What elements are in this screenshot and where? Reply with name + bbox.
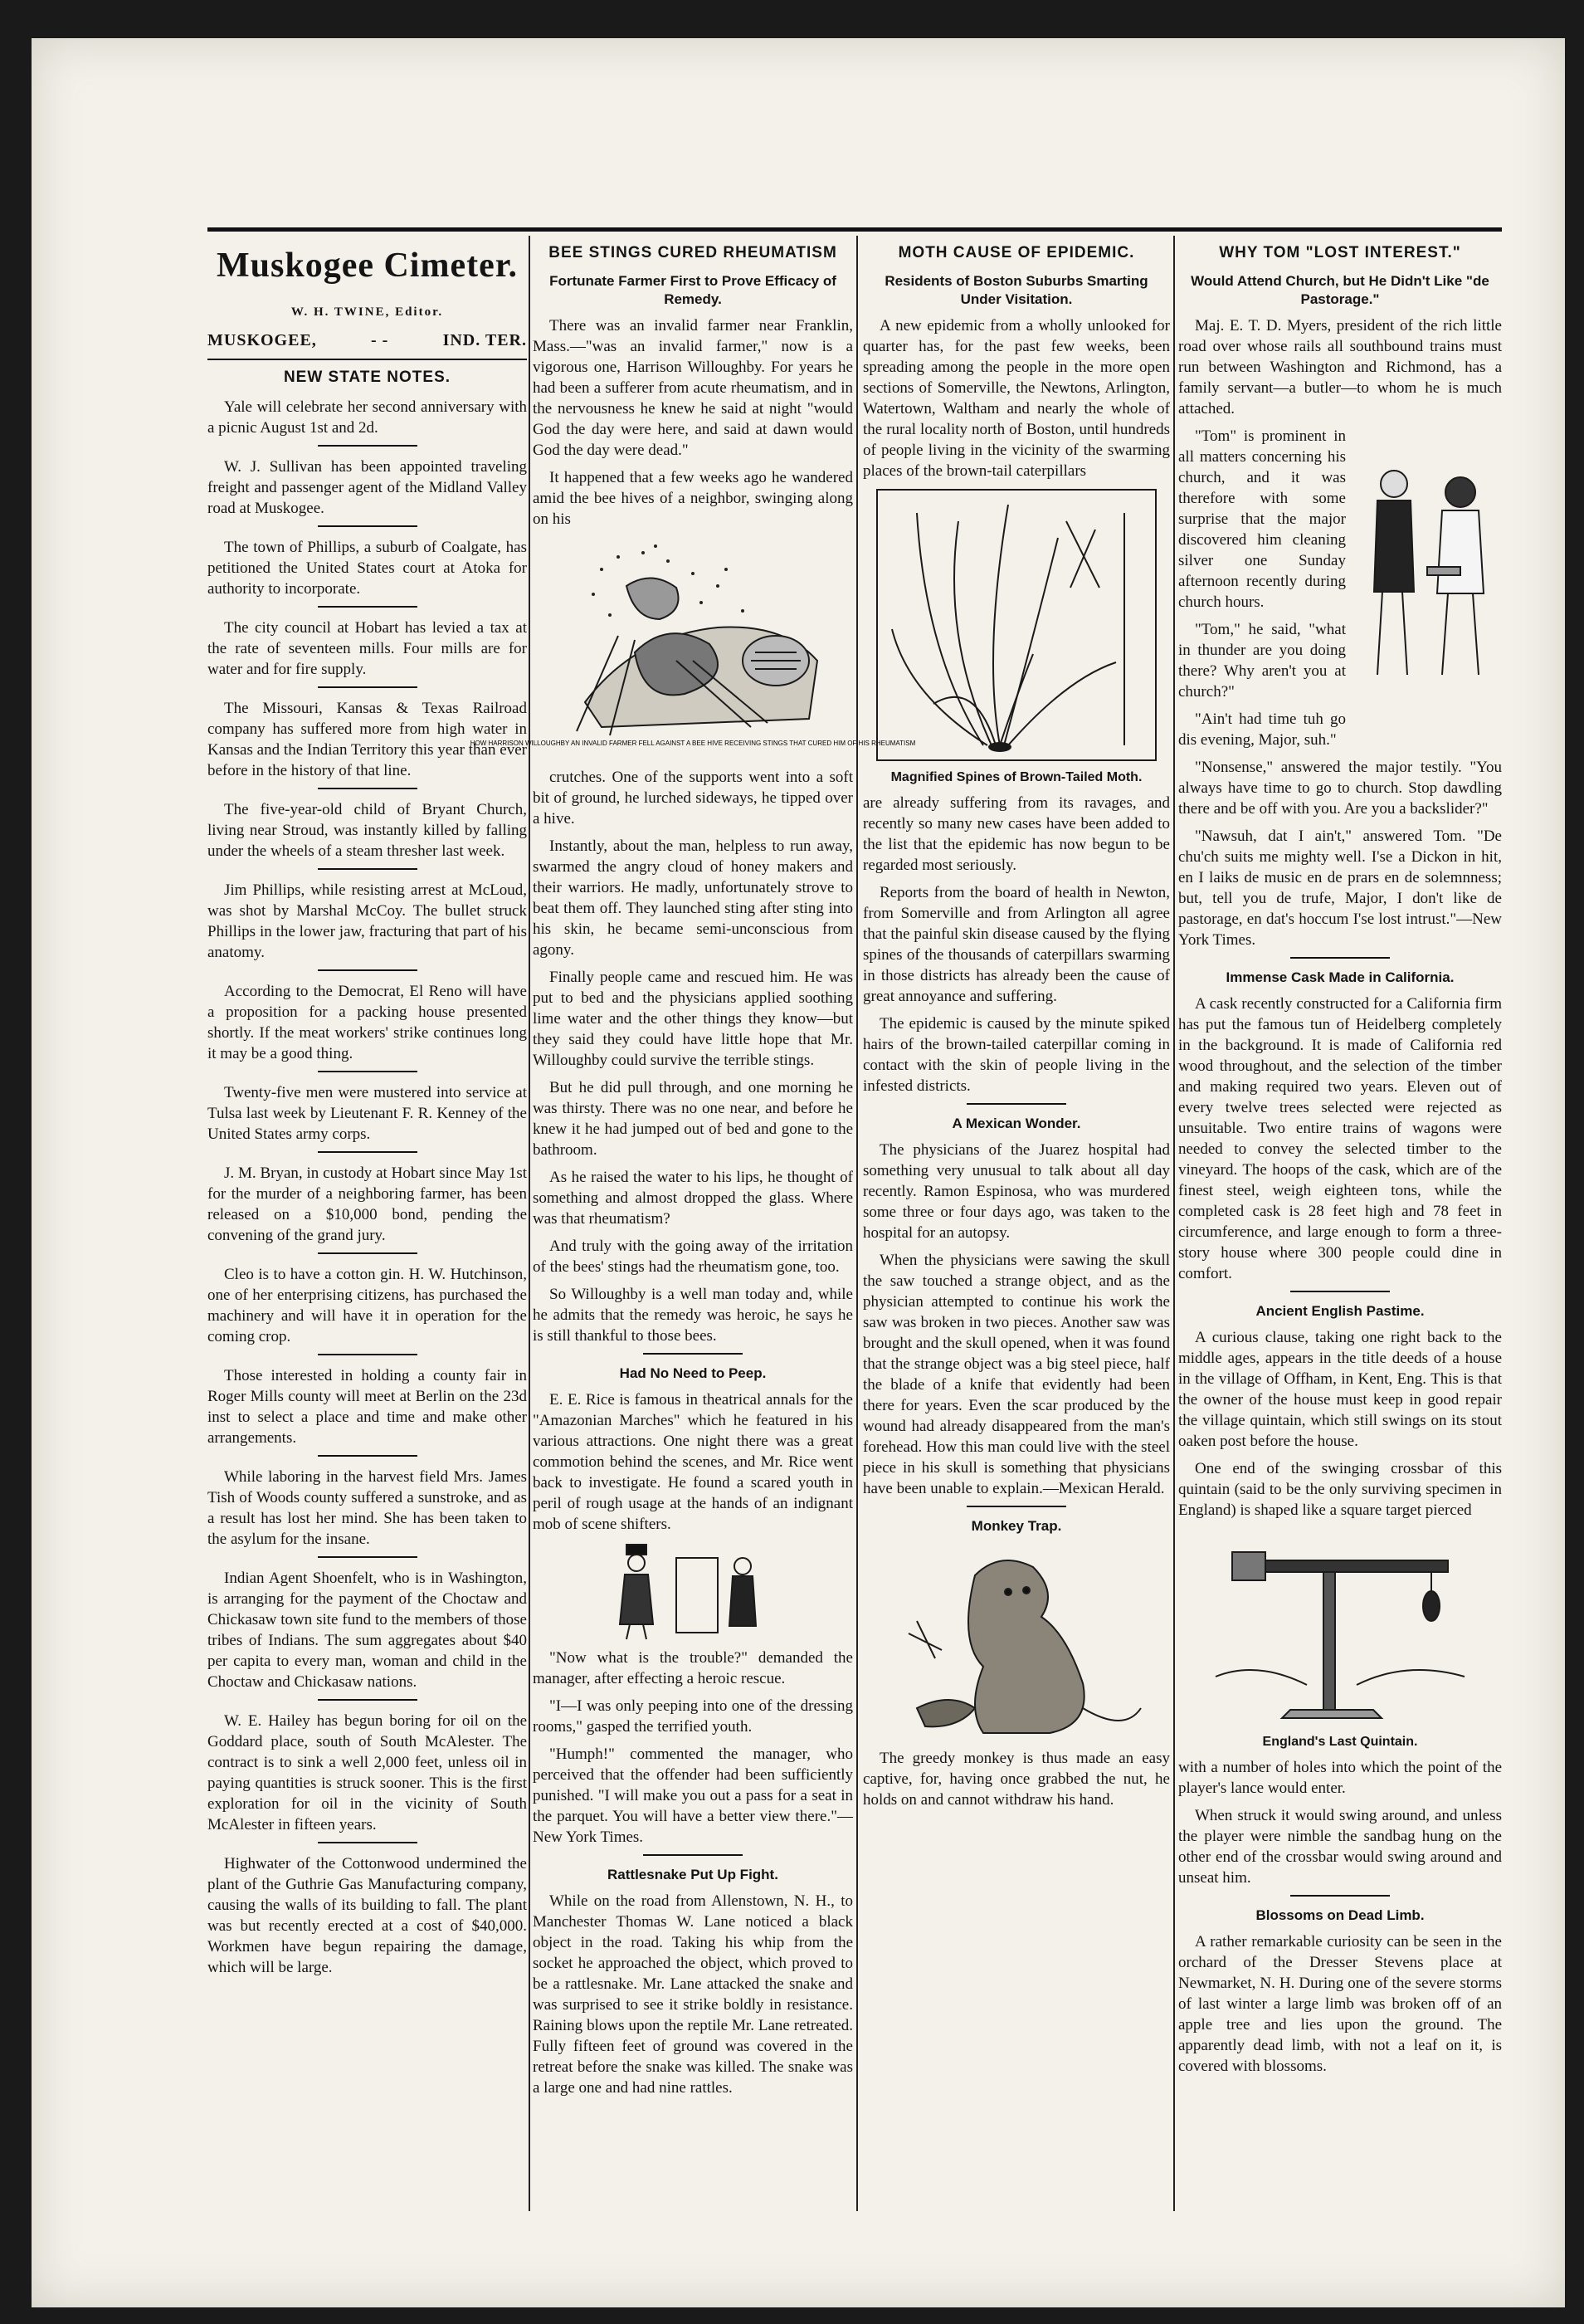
column-heading: WHY TOM "LOST INTEREST." bbox=[1219, 244, 1461, 261]
paragraph: "Nonsense," answered the major testily. "You always have time to go to church. Stop dawdling there and be off with you. Are you a backslider?" bbox=[1178, 759, 1502, 818]
masthead-place-left: MUSKOGEE, bbox=[207, 331, 317, 349]
separator bbox=[318, 1354, 417, 1355]
paragraph: A new epidemic from a wholly unlooked for quarter has, for the past few weeks, been spreading among the people in the more open sections of Somerville, the Newtons, Arlington, Watertown, Waltham and nearly the whole of the rural locality north of Boston, until hundreds of people living in the vicinity of the swarming places of the brown-tail caterpillars bbox=[863, 317, 1170, 480]
separator bbox=[318, 868, 417, 870]
separator bbox=[318, 1252, 417, 1254]
masthead-editor: W. H. TWINE, Editor. bbox=[290, 305, 444, 319]
paragraph: When the physicians were sawing the skull the saw touched a strange object, and as the physician attempted to continue his work the saw was broken in two pieces. Another saw was brought and the skull opened, when it was found that the strange object was a big steel piece, half the blade of a knife that evidently had been there for years. Even the scar produced by the wound had already disappeared from the man's forehead. How this man could live with the steel piece in his skull is something that physicians have been unable to explain.—Mexican Herald. bbox=[863, 1252, 1170, 1497]
paragraph: are already suffering from its ravages, and recently so many new cases have been added to the list that the epidemic has now begun to be regarded most seriously. bbox=[863, 794, 1170, 874]
separator bbox=[318, 445, 417, 447]
paragraph: It happened that a few weeks ago he wandered amid the bee hives of a neighbor, swinging along on his bbox=[533, 469, 853, 528]
separator bbox=[643, 1854, 743, 1856]
separator bbox=[318, 1455, 417, 1457]
separator bbox=[318, 606, 417, 608]
paragraph: And truly with the going away of the irritation of the bees' stings had the rheumatism gone, too. bbox=[533, 1238, 853, 1276]
news-item: Yale will celebrate her second anniversary with a picnic August 1st and 2d. bbox=[207, 398, 527, 437]
subheading: Immense Cask Made in California. bbox=[1226, 969, 1455, 985]
top-rule bbox=[207, 227, 1502, 232]
paragraph: "Tom," he said, "what in thunder are you doing there? Why aren't you at church?" bbox=[1178, 621, 1346, 701]
monkey-trap-illustration bbox=[884, 1542, 1149, 1741]
paragraph: There was an invalid farmer near Franklin, Mass.—"was an invalid farmer," now is a vigorous one, Harrison Willoughby. For years he had been a sufferer from acute rheumatism, and in the nervousness he knew he said at night "would God the day were here, and said at dawn would God the day were dead." bbox=[533, 317, 853, 459]
paragraph: As he raised the water to his lips, he thought of something and almost dropped the glass. Where was that rheumatism? bbox=[533, 1169, 853, 1228]
subheading: Ancient English Pastime. bbox=[1255, 1303, 1425, 1319]
paragraph: with a number of holes into which the point of the player's lance would enter. bbox=[1178, 1759, 1502, 1797]
news-item: The town of Phillips, a suburb of Coalgate, has petitioned the United States court at Atoka for authority to incorporate. bbox=[207, 539, 527, 598]
news-item: The Missouri, Kansas & Texas Railroad company has suffered more from high water in Kansas and the Indian Territory this year than ever before in the history of that line. bbox=[207, 700, 527, 779]
paragraph: Instantly, about the man, helpless to run away, swarmed the angry cloud of honey makers and their warriors. He madly, unfortunately strove to beat them off. They launched sting after sting into his skin, he became semi-unconscious from agony. bbox=[533, 837, 853, 959]
masthead-place bbox=[207, 331, 527, 350]
separator bbox=[643, 1353, 743, 1355]
column-3 bbox=[863, 239, 1170, 1817]
paragraph: Maj. E. T. D. Myers, president of the rich little road over whose rails all southbound trains must run between Washington and Richmond, has a family servant—a butler—to whom he is much attached. bbox=[1178, 317, 1502, 417]
news-item: While laboring in the harvest field Mrs. James Tish of Woods county suffered a sunstroke, and as a result has lost her mind. She has been taken to the asylum for the insane. bbox=[207, 1468, 527, 1548]
subheading: Would Attend Church, but He Didn't Like "de Pastorage." bbox=[1191, 273, 1489, 307]
paragraph: A curious clause, taking one right back to the middle ages, appears in the title deeds of a house in the village of Offham, in Kent, Eng. This is that the owner of the house must keep in good repair the village quintain, which still swings on its stout oaken post before the house. bbox=[1178, 1329, 1502, 1450]
separator bbox=[967, 1103, 1066, 1105]
subheading: Monkey Trap. bbox=[971, 1518, 1062, 1534]
paragraph: So Willoughby is a well man today and, while he admits that the remedy was heroic, he says he is still thankful to those bees. bbox=[533, 1286, 853, 1345]
separator bbox=[318, 969, 417, 971]
subheading: Residents of Boston Suburbs Smarting Under Visitation. bbox=[885, 273, 1148, 307]
paragraph: "Tom" is prominent in all matters concerning his church, and it was therefore with some surprise that the major discovered him cleaning silver one Sunday afternoon recently during church hours. bbox=[1178, 427, 1346, 611]
column-rule bbox=[1173, 236, 1175, 2211]
news-item: Cleo is to have a cotton gin. H. W. Hutchinson, one of her enterprising citizens, has purchased the machinery and will have it in operation for the coming crop. bbox=[207, 1266, 527, 1345]
column-1 bbox=[207, 239, 527, 1985]
news-item: Jim Phillips, while resisting arrest at McLoud, was shot by Marshal McCoy. The bullet struck Phillips in the lower jaw, fracturing that part of his anatomy. bbox=[207, 881, 527, 961]
separator bbox=[318, 1071, 417, 1072]
paragraph: The epidemic is caused by the minute spiked hairs of the brown-tailed caterpillar coming in contact with the skin of people living in the infested districts. bbox=[863, 1015, 1170, 1095]
subheading: Fortunate Farmer First to Prove Efficacy of Remedy. bbox=[549, 273, 836, 307]
quintain-illustration bbox=[1207, 1527, 1473, 1726]
column-heading: NEW STATE NOTES. bbox=[283, 369, 451, 386]
news-item: W. J. Sullivan has been appointed traveling freight and passenger agent of the Midland Valley road at Muskogee. bbox=[207, 458, 527, 517]
subheading: Rattlesnake Put Up Fight. bbox=[607, 1867, 778, 1882]
paragraph: When struck it would swing around, and unless the player were nimble the sandbag hung on the other end of the crossbar would swing around and unseat him. bbox=[1178, 1807, 1502, 1887]
paragraph: The greedy monkey is thus made an easy captive, for, having once grabbed the nut, he holds on and cannot withdraw his hand. bbox=[863, 1750, 1170, 1809]
separator bbox=[318, 1151, 417, 1153]
masthead-title: Muskogee Cimeter. bbox=[216, 247, 519, 285]
news-item: Twenty-five men were mustered into service at Tulsa last week by Lieutenant F. R. Kenney of the United States army corps. bbox=[207, 1084, 527, 1143]
separator bbox=[318, 1842, 417, 1843]
masthead-place-right: IND. TER. bbox=[442, 331, 527, 349]
newspaper-page bbox=[207, 227, 1502, 2136]
separator bbox=[318, 1699, 417, 1701]
news-item: The city council at Hobart has levied a tax at the rate of seventeen mills. Four mills are for water and for fire supply. bbox=[207, 619, 527, 678]
paragraph: "Ain't had time tuh go dis evening, Major, suh." bbox=[1178, 710, 1346, 749]
separator bbox=[318, 686, 417, 688]
paragraph: The physicians of the Juarez hospital had something very unusual to talk about all day recently. Ramon Espinosa, who was murdered some three or four days ago, was taken to the hospital for an autopsy. bbox=[863, 1141, 1170, 1242]
separator bbox=[1290, 1291, 1390, 1292]
separator bbox=[1290, 957, 1390, 959]
news-item: W. E. Hailey has begun boring for oil on the Goddard place, south of South McAlester. The contract is to sink a well 2,000 feet, unless oil in paying quantities is struck sooner. This is the first exploration for oil in the vicinity of South McAlester in fifteen years. bbox=[207, 1712, 527, 1833]
column-rule bbox=[529, 236, 530, 2211]
separator bbox=[967, 1506, 1066, 1507]
masthead-rule bbox=[207, 359, 527, 360]
column-heading: BEE STINGS CURED RHEUMATISM bbox=[548, 244, 837, 261]
paragraph: "I—I was only peeping into one of the dressing rooms," gasped the terrified youth. bbox=[533, 1697, 853, 1736]
news-item: Indian Agent Shoenfelt, who is in Washington, is arranging for the payment of the Choctaw and Chickasaw town site fund to the members of those tribes of Indians. The sum aggregates about $40 per capita to every man, woman and child in the Choctaw and Chickasaw nations. bbox=[207, 1570, 527, 1691]
separator bbox=[318, 525, 417, 527]
news-items bbox=[207, 397, 527, 1978]
subheading: Blossoms on Dead Limb. bbox=[1255, 1907, 1425, 1923]
paragraph: A rather remarkable curiosity can be seen in the orchard of the Dresser Stevens place at Newmarket, N. H. During one of the severe storms of last winter a large limb was broken off of an apple tree and lies upon the ground. The apparently dead limb, with not a leaf on it, is covered with blossoms. bbox=[1178, 1933, 1502, 2075]
butler-illustration bbox=[1352, 426, 1502, 700]
bee-hive-illustration bbox=[470, 536, 916, 760]
news-item: Highwater of the Cottonwood undermined the plant of the Guthrie Gas Manufacturing company, causing the walls of its building to fall. The plant was but recently erected at a cost of $40,000. Workmen have begun repairing the damage, which will be large. bbox=[207, 1855, 527, 1976]
separator bbox=[318, 1556, 417, 1558]
paragraph: crutches. One of the supports went into a soft bit of ground, he lurched sideways, he tipped over a hive. bbox=[533, 769, 853, 828]
paragraph: A cask recently constructed for a California firm has put the famous tun of Heidelberg completely in the background. It is made of California red wood throughout, and the selection of the timber and making required two years. Eleven out of every twelve trees selected were rejected as unsuitable. Two entire trains of wagons were needed to convey the selected timber to the vineyard. The hoops of the cask, which are of the finest steel, weigh eighteen tons, while the completed cask is 28 feet high and 78 feet in circumference, and large enough to form a three-story house where 300 people could dine in comfort. bbox=[1178, 995, 1502, 1282]
illustration-caption: HOW HARRISON WILLOUGHBY AN INVALID FARMER FELL AGAINST A BEE HIVE RECEIVING STINGS THAT CURED HIM OF HIS RHEUMATISM bbox=[470, 740, 916, 747]
subheading: A Mexican Wonder. bbox=[952, 1116, 1081, 1131]
paragraph: While on the road from Allenstown, N. H., to Manchester Thomas W. Lane noticed a black object in the road. Taking his whip from the socket he approached the object, which proved to be a rattlesnake. Mr. Lane attacked the snake and was surprised to see it strike boldly in resistance. Raining blows upon the reptile Mr. Lane retreated. Fully fifteen feet of ground was covered in the retreat before the snake was killed. The snake was a large one and had nine rattles. bbox=[533, 1892, 853, 2097]
paragraph: "Nawsuh, dat I ain't," answered Tom. "De chu'ch suits me mighty well. I'se a Dickon in hit, en I laiks de music en de prars en de solemnness; but, tell you de trufe, Major, I don't like de pastorage, en dat's hoccum I'se lost intrust."—New York Times. bbox=[1178, 828, 1502, 949]
tom-section bbox=[1178, 426, 1502, 757]
paragraph: One end of the swinging crossbar of this quintain (said to be the only surviving specimen in England) is shaped like a square target pierced bbox=[1178, 1460, 1502, 1519]
column-rule bbox=[856, 236, 858, 2211]
moth-spines-illustration bbox=[875, 488, 1158, 762]
news-item: According to the Democrat, El Reno will have a proposition for a packing house presented shortly. If the meat workers' strike continues long it may be a good thing. bbox=[207, 983, 527, 1062]
paragraph: But he did pull through, and one morning he was thirsty. There was no one near, and before he knew it he had jumped out of bed and gone to the bathroom. bbox=[533, 1079, 853, 1159]
column-4 bbox=[1178, 239, 1502, 2083]
masthead-place-dots: - - bbox=[371, 331, 389, 349]
theater-manager-illustration bbox=[610, 1541, 776, 1641]
news-item: The five-year-old child of Bryant Church, living near Stroud, was instantly killed by falling under the wheels of a steam thresher last week. bbox=[207, 801, 527, 860]
news-item: Those interested in holding a county fair in Roger Mills county will meet at Berlin on the 23d inst to select a place and time and make other arrangements. bbox=[207, 1367, 527, 1447]
paragraph: Reports from the board of health in Newton, from Somerville and from Arlington all agree that the painful skin disease caused by the flying spines of the thousands of caterpillars swarming in those districts has already been the cause of great annoyance and suffering. bbox=[863, 884, 1170, 1005]
paragraph: E. E. Rice is famous in theatrical annals for the "Amazonian Marches" which he featured in his various attractions. One night there was a great commotion behind the scenes, and Mr. Rice went back to investigate. He found a scared youth in peril of rough usage at the hands of an indignant mob of scene shifters. bbox=[533, 1391, 853, 1533]
paragraph: Finally people came and rescued him. He was put to bed and the physicians applied soothing lime water and the other things they know—but they said they could have little hope that Mr. Willoughby could survive the terrible stings. bbox=[533, 969, 853, 1069]
illustration-caption: Magnified Spines of Brown-Tailed Moth. bbox=[890, 770, 1143, 784]
subheading: Had No Need to Peep. bbox=[619, 1365, 767, 1381]
column-heading: MOTH CAUSE OF EPIDEMIC. bbox=[898, 244, 1135, 261]
paragraph: "Humph!" commented the manager, who perceived that the offender had been sufficiently punished. "I will make you out a pass for a seat in the parquet. You will have a better view there."—New York Times. bbox=[533, 1745, 853, 1846]
newspaper-sheet bbox=[32, 38, 1565, 2307]
illustration-caption: England's Last Quintain. bbox=[1262, 1735, 1418, 1749]
separator bbox=[1290, 1895, 1390, 1897]
separator bbox=[318, 788, 417, 789]
tom-text bbox=[1178, 426, 1346, 757]
news-item: J. M. Bryan, in custody at Hobart since May 1st for the murder of a neighboring farmer, has been released on a $10,000 bond, pending the convening of the grand jury. bbox=[207, 1164, 527, 1244]
paragraph: "Now what is the trouble?" demanded the manager, after effecting a heroic rescue. bbox=[533, 1649, 853, 1687]
